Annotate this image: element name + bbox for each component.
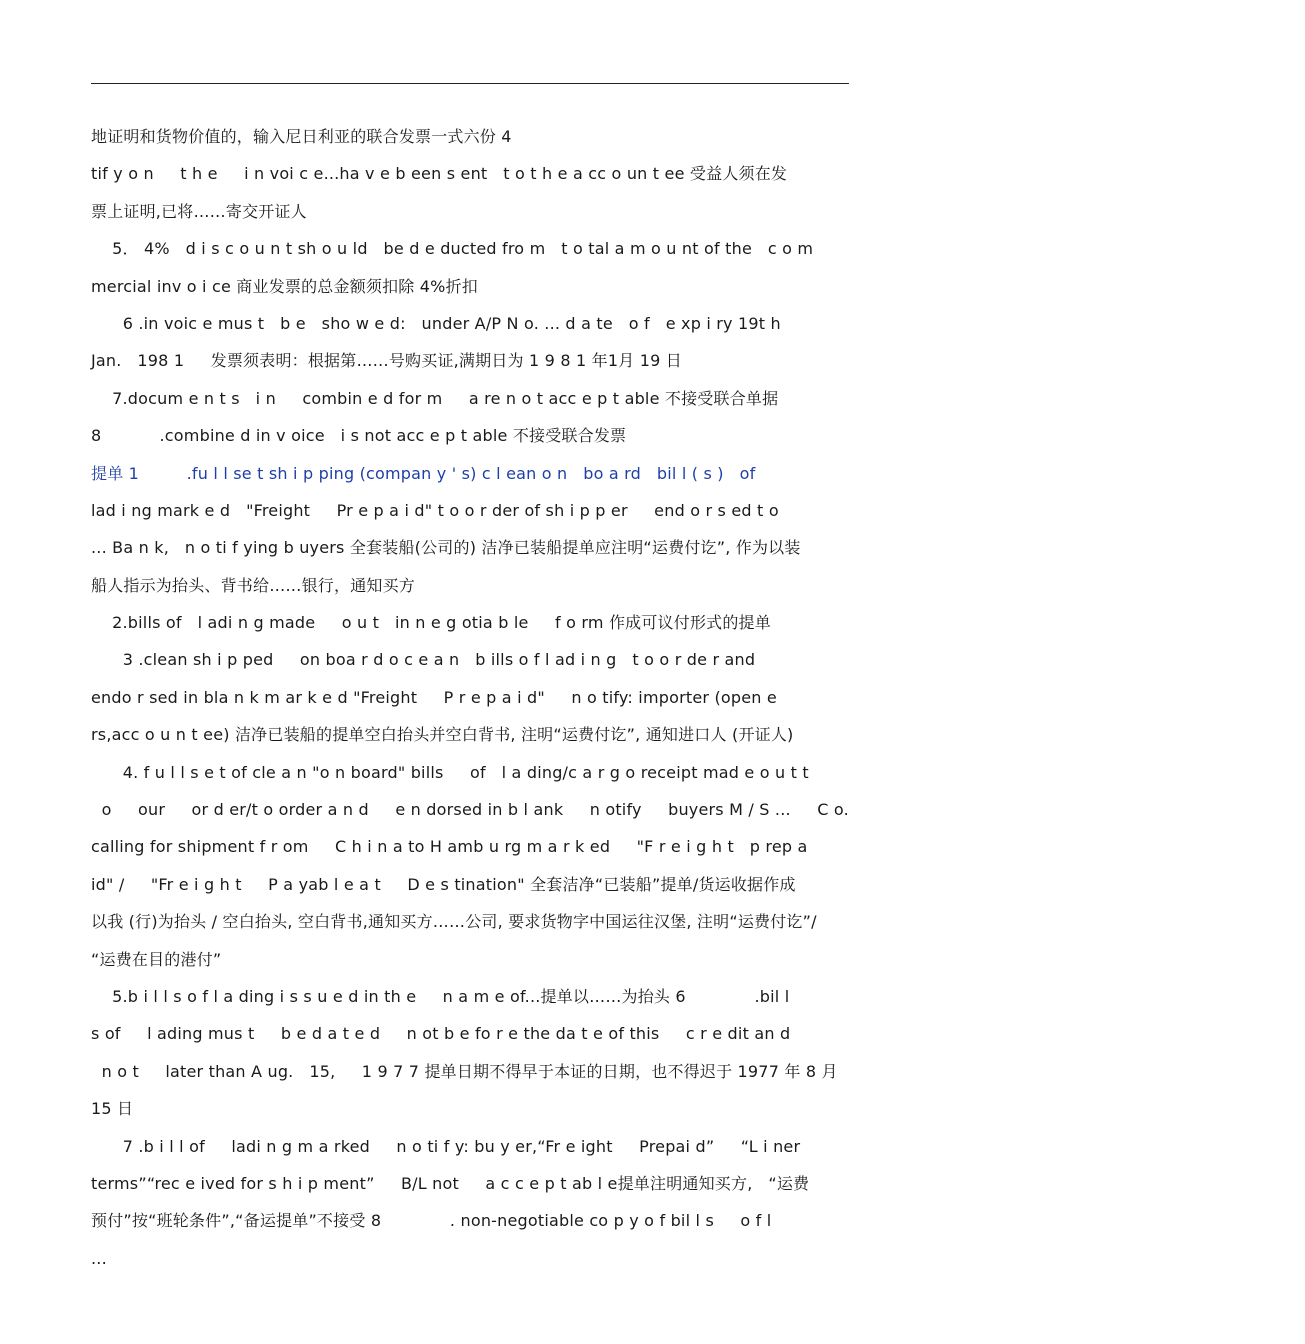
text-line: lad i ng mark e d "Freight Pr e p a i d" t o o r der of sh i p p er end o r s ed t o xyxy=(91,500,779,520)
text-line: “运费在目的港付” xyxy=(91,949,222,969)
text-line: 票上证明,已将……寄交开证人 xyxy=(91,201,307,221)
text-line: 船人指示为抬头、背书给……银行，通知买方 xyxy=(91,575,416,595)
text-line: 5.b i l l s o f l a ding i s s u e d in th e n a m e of...提单以……为抬头 6 .bil l xyxy=(91,986,790,1006)
text-line: 7 .b i l l of ladi n g m a rked n o ti f y: bu y er,“Fr e ight Prepai d” “L i ner xyxy=(91,1136,801,1156)
text-line: 预付”按“班轮条件”,“备运提单”不接受 8 . non-negotiable co p y o f bil l s o f l xyxy=(91,1211,772,1231)
text-line: ... xyxy=(91,1248,107,1268)
text-line: 6 .in voic e mus t b e sho w e d: under A/P N o. ... d a te o f e xp i ry 19t h xyxy=(91,313,781,333)
text-line: terms”“rec e ived for s h i p ment” B/L not a c c e p t ab l e提单注明通知买方, “运费 xyxy=(91,1173,810,1193)
text-line: 2.bills of l adi n g made o u t in n e g otia b le f o rm 作成可议付形式的提单 xyxy=(91,613,771,633)
text-line: endo r sed in bla n k m ar k e d "Freight P r e p a i d" n o tify: importer (open e xyxy=(91,687,777,707)
text-line: rs,acc o u n t ee) 洁净已装船的提单空白抬头并空白背书, 注明“运费付讫”, 通知进口人 (开证人) xyxy=(91,725,794,745)
text-line: 地证明和货物价值的，输入尼日利亚的联合发票一式六份 4 xyxy=(91,127,1305,146)
text-line: ... Ba n k, n o ti f ying b uyers 全套装船(公司的) 洁净已装船提单应注明“运费付讫”, 作为以装 xyxy=(91,538,801,558)
text-line: tif y o n t h e i n voi c e...ha v e b een s ent t o t h e a cc o un t ee 受益人须在发 xyxy=(91,164,788,184)
text-line: o our or d er/t o order a n d e n dorsed in b l ank n otify buyers M / S ... C o. xyxy=(91,800,849,820)
text-line: 8 .combine d in v oice i s not acc e p t able 不接受联合发票 xyxy=(91,426,627,446)
text-line: 7.docum e n t s i n combin e d for m a re n o t acc e p t able 不接受联合单据 xyxy=(91,388,811,408)
text-line: 3 .clean sh i p ped on boa r d o c e a n b ills o f l ad i n g t o o r de r and xyxy=(91,650,756,670)
text-line: n o t later than A ug. 15, 1 9 7 7 提单日期不得早于本证的日期，也不得迟于 1977 年 8 月 xyxy=(91,1061,838,1081)
text-line: id" / "Fr e i g h t P a yab l e a t D e s tination" 全套洁净“已装船”提单/货运收据作成 xyxy=(91,874,796,894)
text-line: mercial inv o i ce 商业发票的总金额须扣除 4%折扣 xyxy=(91,276,478,296)
text-line: calling for shipment f r om C h i n a to H amb u rg m a r k ed "F r e i g h t p rep a xyxy=(91,837,808,857)
text-line: s of l ading mus t b e d a t e d n ot b e fo r e the da t e of this c r e dit an d xyxy=(91,1024,791,1044)
text-line: 以我 (行)为抬头 / 空白抬头, 空白背书,通知买方……公司, 要求货物字中国运往汉堡, 注明“运费付讫”/ xyxy=(91,912,817,932)
section-heading-line: 提单 1 .fu l l se t sh i p ping (compan y ' s) c l ean o n bo a rd bil l ( s ) of xyxy=(91,463,756,483)
text-line: 15 日 xyxy=(91,1099,134,1119)
text-line: 4. f u l l s e t of cle a n "o n board" bills of l a ding/c a r g o receipt mad e o u t t xyxy=(91,762,809,782)
text-line: 5． 4% d i s c o u n t sh o u ld be d e ducted fro m t o tal a m o u nt of the c o m xyxy=(91,239,814,259)
text-line: Jan. 198 1 发票须表明：根据第……号购买证,满期日为 1 9 8 1 年1月 19 日 xyxy=(91,351,682,371)
header-rule xyxy=(91,83,849,84)
body-text xyxy=(91,118,1305,1277)
